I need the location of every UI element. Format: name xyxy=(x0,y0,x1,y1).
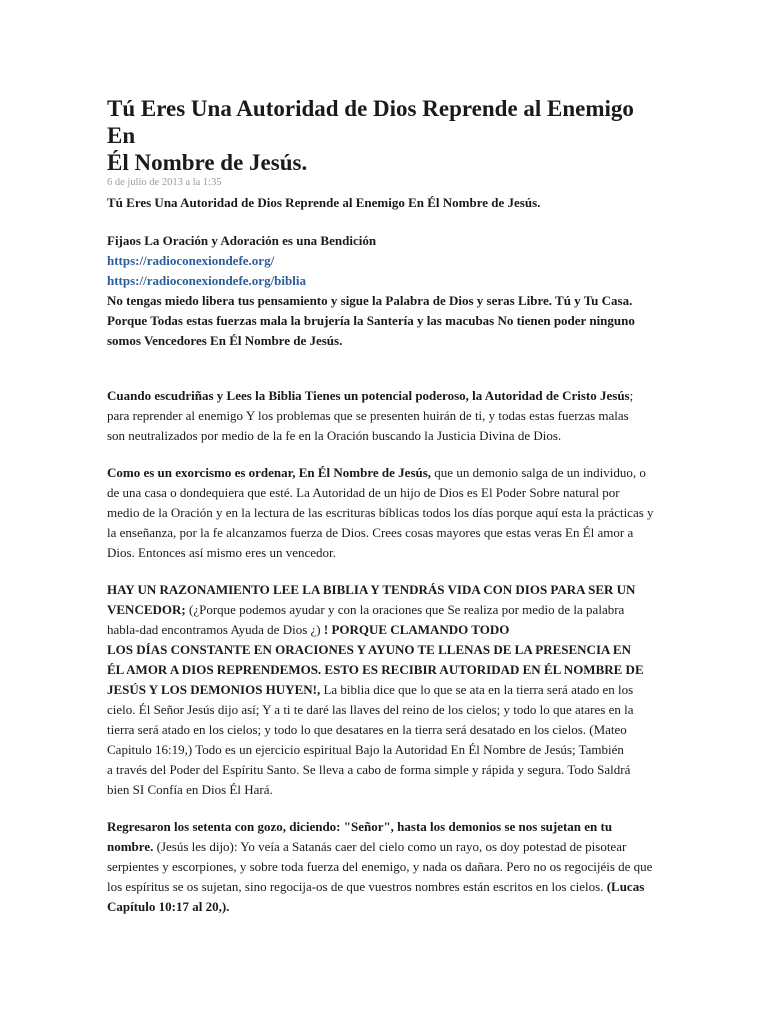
paragraph-line: HAY UN RAZONAMIENTO LEE LA BIBLIA Y TENDRÁS VIDA CON DIOS PARA SER UN xyxy=(107,582,636,597)
document-page xyxy=(107,95,667,917)
paragraph-3 xyxy=(107,580,667,800)
paragraph-line: tierra será atado en los cielos; y todo lo que desatares en la tierra será desatado en los cielos. (Mateo xyxy=(107,722,627,737)
intro-line-1: No tengas miedo libera tus pensamiento y sigue la Palabra de Dios y seras Libre. Tú y Tu Casa. xyxy=(107,293,633,308)
paragraph-line: Capitulo 16:19,) Todo es un ejercicio espiritual Bajo la Autoridad En Él Nombre de Jesús; También xyxy=(107,742,624,757)
title-line-1: Tú Eres Una Autoridad de Dios Reprende al Enemigo En xyxy=(107,96,634,148)
paragraph-line: cielo. Él Señor Jesús dijo así; Y a ti te daré las llaves del reino de los cielos; y todo lo que atares en la xyxy=(107,702,634,717)
page-title xyxy=(107,95,667,176)
post-date: 6 de julio de 2013 a la 1:35 xyxy=(107,177,222,188)
paragraph-line: bien SI Confía en Dios Él Hará. xyxy=(107,782,273,797)
title-line-2: Él Nombre de Jesús. xyxy=(107,150,308,175)
intro-heading: Fijaos La Oración y Adoración es una Bendición xyxy=(107,233,377,248)
paragraph-line: Cuando escudriñas y Lees la Biblia Tienes un potencial poderoso, la Autoridad de Cristo Jesús; xyxy=(107,388,634,403)
paragraph-line: son neutralizados por medio de la fe en la Oración buscando la Justicia Divina de Dios. xyxy=(107,428,562,443)
bible-link[interactable]: https://radioconexiondefe.org/biblia xyxy=(107,273,306,288)
paragraph-line: medio de la Oración y en la lectura de las escrituras bíblicas todos los días porque aquí esta la prácticas y xyxy=(107,505,654,520)
paragraph-line: la enseñanza, por la fe alcanzamos fuerza de Dios. Crees cosas mayores que estas veras En Él amor a xyxy=(107,525,634,540)
paragraph-line: Dios. Entonces así mismo eres un vencedor. xyxy=(107,545,336,560)
intro-section xyxy=(107,231,667,351)
paragraph-line: VENCEDOR; (¿Porque podemos ayudar y con la oraciones que Se realiza por medio de la palabra xyxy=(107,602,625,617)
radio-link[interactable]: https://radioconexiondefe.org/ xyxy=(107,253,275,268)
subtitle: Tú Eres Una Autoridad de Dios Reprende al Enemigo En Él Nombre de Jesús. xyxy=(107,195,541,210)
paragraph-line: Regresaron los setenta con gozo, diciendo: "Señor", hasta los demonios se nos sujetan en tu xyxy=(107,819,613,834)
intro-line-3: somos Vencedores En Él Nombre de Jesús. xyxy=(107,333,343,348)
paragraph-4 xyxy=(107,817,667,917)
paragraph-line: JESÚS Y LOS DEMONIOS HUYEN!, La biblia dice que lo que se ata en la tierra será atado en los xyxy=(107,682,634,697)
paragraph-line: ÉL AMOR A DIOS REPRENDEMOS. ESTO ES RECIBIR AUTORIDAD EN ÉL NOMBRE DE xyxy=(107,662,644,677)
paragraph-line: habla-dad encontramos Ayuda de Dios ¿) ! PORQUE CLAMANDO TODO xyxy=(107,622,510,637)
paragraph-line: LOS DÍAS CONSTANTE EN ORACIONES Y AYUNO TE LLENAS DE LA PRESENCIA EN xyxy=(107,642,631,657)
paragraph-line: serpientes y escorpiones, y sobre toda fuerza del enemigo, y nada os dañara. Pero no os regocijéis de que xyxy=(107,859,653,874)
intro-line-2: Porque Todas estas fuerzas mala la brujería la Santería y las macubas No tienen poder ninguno xyxy=(107,313,635,328)
paragraph-line: Capítulo 10:17 al 20,). xyxy=(107,899,230,914)
paragraph-line: nombre. (Jesús les dijo): Yo veía a Satanás caer del cielo como un rayo, os doy potestad de pisotear xyxy=(107,839,627,854)
paragraph-line: los espíritus se os sujetan, sino regocija-os de que vuestros nombres están escritos en los cielos. (Lucas xyxy=(107,879,645,894)
paragraph-line: de una casa o dondequiera que esté. La Autoridad de un hijo de Dios es El Poder Sobre natural por xyxy=(107,485,620,500)
paragraph-2 xyxy=(107,463,667,563)
paragraph-1 xyxy=(107,386,667,446)
paragraph-line: a través del Poder del Espíritu Santo. Se lleva a cabo de forma simple y rápida y segura. Todo Saldrá xyxy=(107,762,631,777)
paragraph-line: para reprender al enemigo Y los problemas que se presenten huirán de ti, y todas estas fuerzas malas xyxy=(107,408,629,423)
paragraph-line: Como es un exorcismo es ordenar, En Él Nombre de Jesús, que un demonio salga de un individuo, o xyxy=(107,465,646,480)
